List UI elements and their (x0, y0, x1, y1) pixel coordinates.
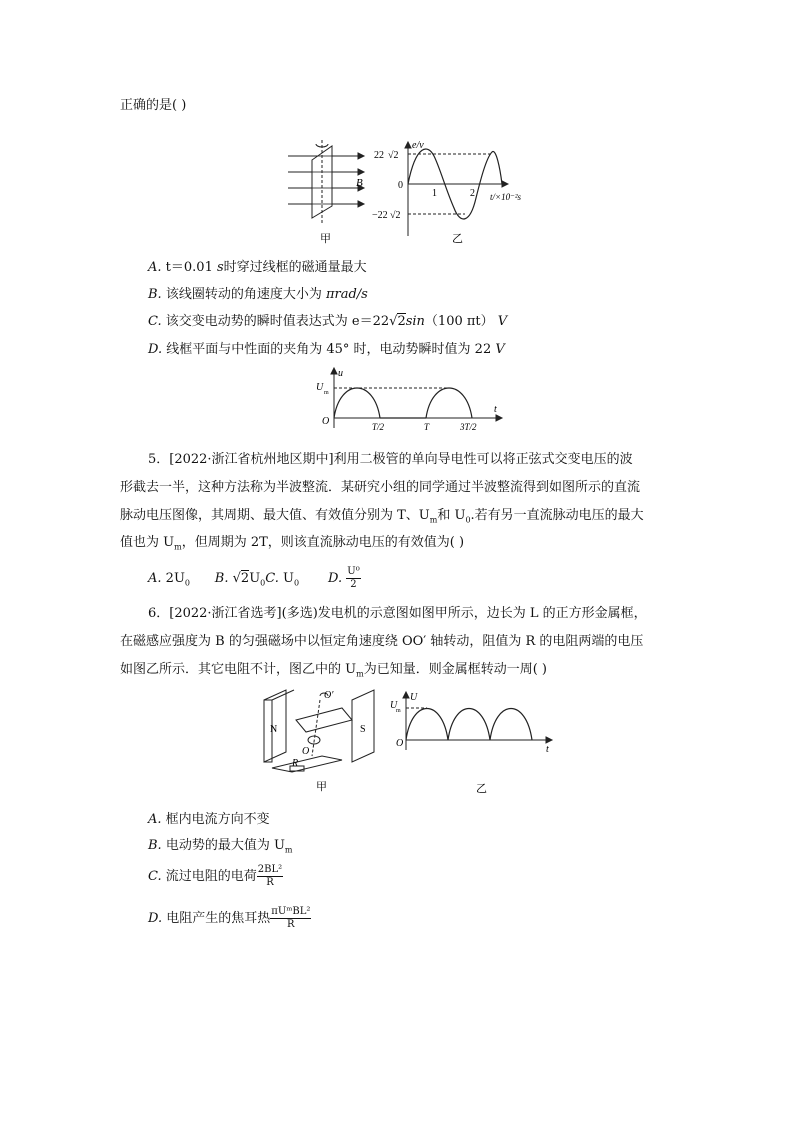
s-label: S (360, 724, 366, 735)
q4-option-a[interactable]: A. t＝0.01 s时穿过线框的磁通量最大 (148, 260, 367, 275)
caption-yi: 乙 (452, 233, 463, 245)
q5-option-c[interactable]: C. $U_0$ (265, 571, 300, 588)
y-min-sqrt: √2 (390, 210, 401, 221)
figure-2 (310, 366, 510, 436)
q4-option-d[interactable]: D. 线框平面与中性面的夹角为 45° 时，电动势瞬时值为 22 V (148, 342, 505, 357)
pulse-1 (334, 388, 380, 418)
q5-line-4: 值也为 $U_m$，但周期为 2T，则该直流脉动电压的有效值为( ) (120, 535, 465, 552)
question-stem-tail: 正确的是( ) (120, 98, 187, 113)
q4-option-c[interactable]: C. 该交变电动势的瞬时值表达式为 e＝22√2sin（100 πt） V (148, 314, 508, 329)
pulse-2 (426, 388, 472, 418)
um-sub: m (324, 390, 329, 396)
q4-option-b[interactable]: B. 该线圈转动的角速度大小为 πrad/s (148, 287, 368, 302)
q6-line-3: 如图乙所示．其它电阻不计，图乙中的 $U_m$为已知量．则金属框转动一周( ) (120, 662, 547, 679)
y-axis-arrow (331, 368, 337, 374)
q5-option-a[interactable]: A. $2U_0$ (148, 571, 190, 588)
x-axis-arrow (546, 737, 552, 743)
origin-label: O (396, 738, 404, 749)
q6-option-b[interactable]: B. 电动势的最大值为 $U_m$ (148, 838, 293, 855)
x-axis-arrow (496, 415, 502, 421)
base-plate (272, 756, 342, 772)
y-axis-label: U (410, 692, 418, 703)
caption-jia: 甲 (320, 233, 331, 245)
um-label: U (390, 700, 398, 711)
y-axis-label: e/v (412, 140, 424, 151)
q5-option-b[interactable]: B. $√2U_0$ (214, 571, 266, 588)
x-axis-arrow (502, 181, 508, 187)
y-axis-arrow (403, 692, 409, 698)
y-axis-label: u (338, 368, 343, 379)
y-max-label: 22 (374, 150, 384, 161)
coil-frame (296, 708, 352, 732)
q5-option-d[interactable]: D. $\frac{\text{U⁰}}{2}$ (328, 566, 360, 590)
q5-line-1: 5．[2022·浙江省杭州地区期中]利用二极管的单向导电性可以将正弦式交变电压的波 (148, 452, 633, 467)
b-label: B (356, 177, 363, 189)
y-min-label: −22 (372, 210, 388, 221)
caption-jia: 甲 (316, 781, 327, 793)
q6-line-1: 6．[2022·浙江省选考](多选)发电机的示意图如图甲所示，边长为 L 的正方形金属框， (148, 606, 647, 621)
o-label: O (302, 746, 310, 757)
tick-3t-half: 3T/2 (460, 422, 477, 432)
q6-option-a[interactable]: A. 框内电流方向不变 (148, 812, 270, 827)
x-axis-label: t (494, 404, 497, 415)
q5-options (148, 566, 361, 594)
coil-frame (312, 140, 332, 224)
tick-t: T (424, 422, 430, 432)
full-wave-curve (406, 709, 532, 741)
figure-3 (262, 688, 562, 796)
caption-yi: 乙 (476, 783, 487, 795)
q6-option-d[interactable]: D. 电阻产生的焦耳热 $\frac{\text{πUᵐBL²}}{R}$ (148, 906, 311, 930)
q6-line-2: 在磁感应强度为 B 的匀强磁场中以恒定角速度绕 OO′ 轴转动，阻值为 R 的电阻两端的电压 (120, 634, 644, 649)
x-axis-label: t/×10⁻²s (490, 192, 522, 202)
r-label: R (292, 758, 299, 769)
n-label: N (270, 724, 278, 735)
figure-1 (280, 138, 540, 248)
x-axis-label: t (546, 744, 549, 755)
q5-line-2: 形截去一半，这种方法称为半波整流．某研究小组的同学通过半波整流得到如图所示的直流 (120, 480, 641, 495)
tick-2: 2 (470, 188, 475, 199)
tick-1: 1 (432, 188, 437, 199)
o-prime-label: O′ (324, 690, 334, 701)
y-max-sqrt: √2 (388, 150, 399, 161)
origin-label: 0 (398, 180, 403, 191)
q5-line-3: 脉动电压图像，其周期、最大值、有效值分别为 T、$U_m$和 $U_0$.若有另一直流脉动电压的最大 (120, 508, 644, 525)
q6-option-c[interactable]: C. 流过电阻的电荷 $\frac{\text{2BL²}}{R}$ (148, 864, 283, 888)
y-axis-arrow (405, 142, 411, 148)
rotation-axis (312, 700, 320, 756)
um-label: U (316, 382, 324, 393)
origin-label: O (322, 416, 330, 427)
um-sub: m (396, 708, 401, 714)
tick-t-half: T/2 (372, 422, 385, 432)
